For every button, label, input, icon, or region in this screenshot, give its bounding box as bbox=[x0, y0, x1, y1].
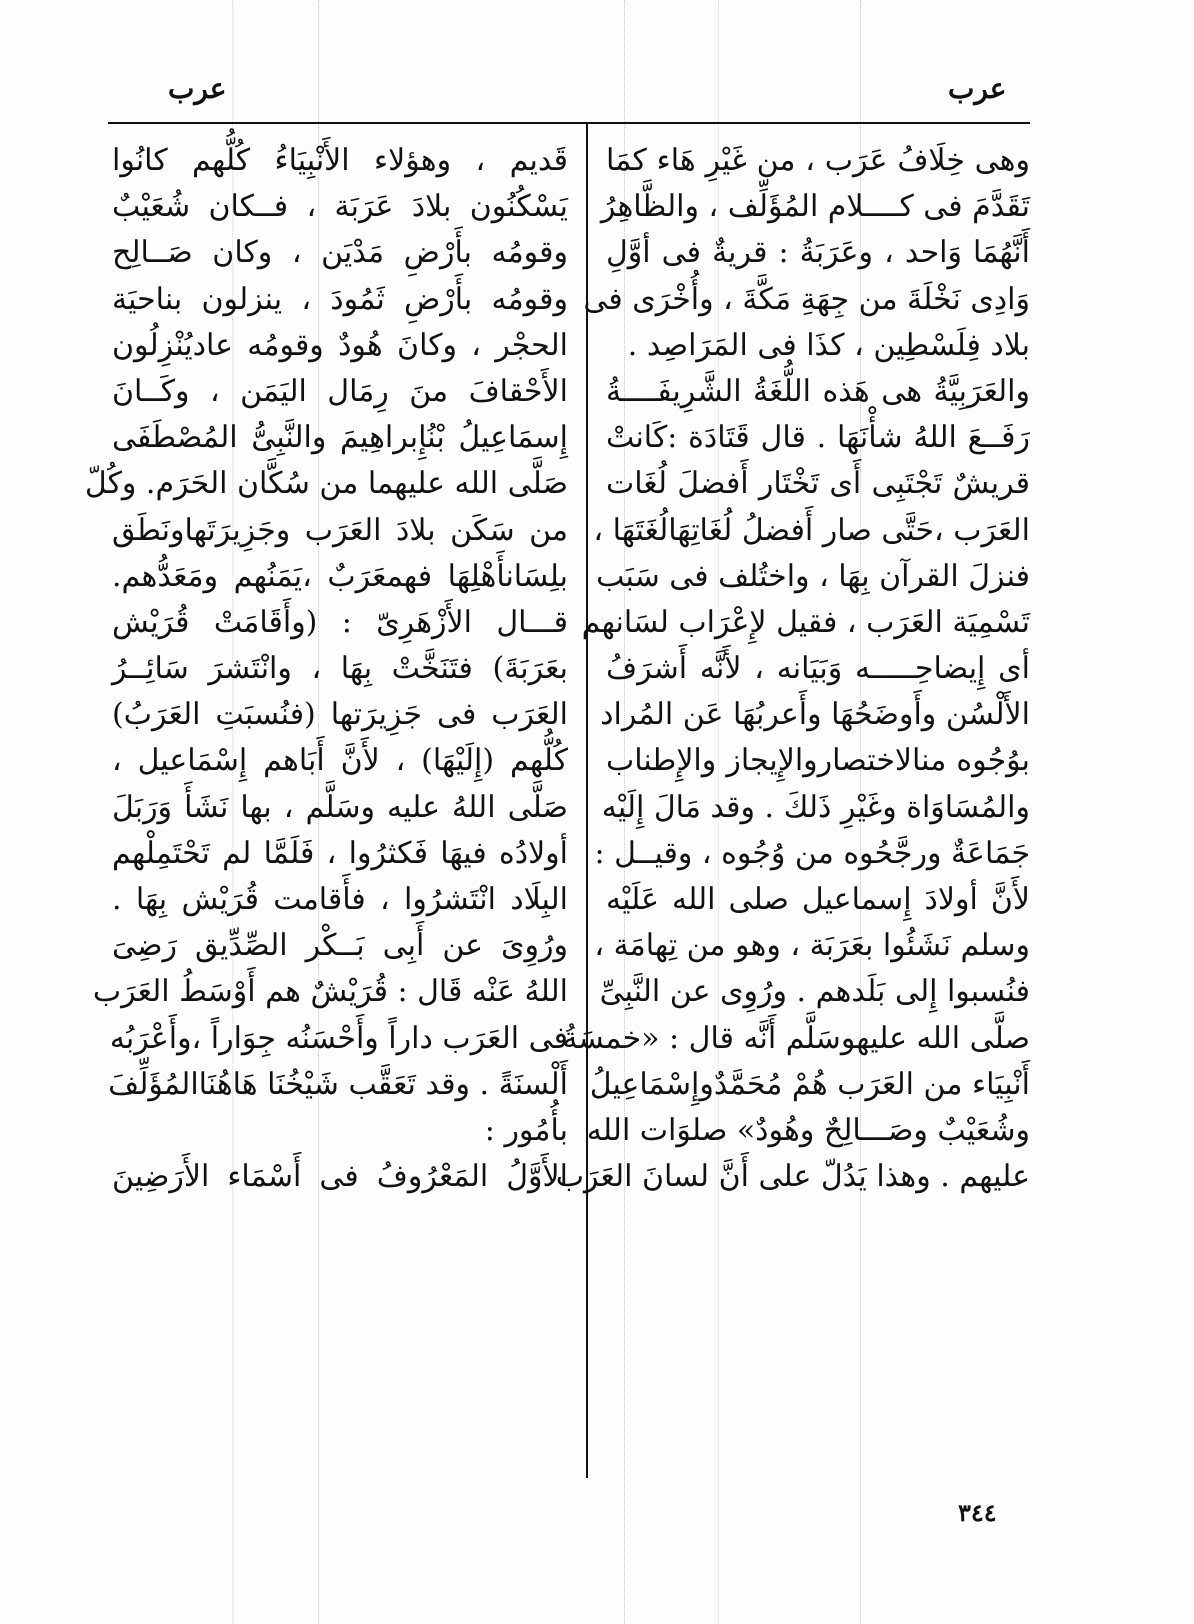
text-line: يَسْكُنُون بلادَ عَرَبَة ، فــكان شُعَيْبٌ bbox=[112, 189, 568, 225]
text-line: أَنْبِيَاء من العَرَب هُمْ مُحَمَّدٌوإِسْمَاعِيلُ bbox=[589, 1066, 1030, 1102]
text-line: قَديم ، وهؤلاء الأَنْبِيَاءُ كُلُّهم كانُوا bbox=[112, 143, 568, 178]
text-line: وَادِى نَخْلَةَ من جِهَةِ مَكَّةَ ، وأُخْرَى فى bbox=[583, 281, 1030, 317]
text-line: والمُسَاوَاة وغَيْرِ ذَلكَ . وقد مَالَ إِلَيْه bbox=[601, 789, 1030, 825]
text-line: الأَحْقافَ منَ رِمَال اليَمَن ، وكَــانَ bbox=[112, 373, 568, 409]
text-line: والعَرَبِيَّةُ هى هَذه اللُّغَةُ الشَّرِيفَــــةُ bbox=[606, 373, 1030, 409]
text-line: صَلَّى اللهُ عليه وسَلَّم ، بها نَشَأَ وَرَبَلَ bbox=[112, 789, 568, 825]
column-divider bbox=[586, 124, 588, 1478]
text-line: أولادُه فيهَا فَكثرُوا ، فَلَمَّا لم تَحْتَمِلْهم bbox=[112, 835, 568, 871]
text-line: أَنَّهُمَا وَاحد ، وعَرَبَةُ : قريةٌ فى أوَّلِ bbox=[606, 235, 1030, 271]
text-line: قـــال الأَزْهَرِىّ : (وأَقَامَتْ قُرَيْش bbox=[112, 604, 568, 640]
text-line: بعَرَبَةَ) فتَنَخَّتْ بِهَا ، وانْتَشرَ سَائِــرُ bbox=[112, 651, 568, 687]
text-line: أى إِيضاحِـــــه وَبَيَانه ، لأَنَّه أَشرَفُ bbox=[606, 651, 1030, 687]
text-line: عليهم . وهذا يَدُلّ على أَنَّ لسانَ العَرَب bbox=[555, 1159, 1030, 1195]
text-line: لأَنَّ أولادَ إِسماعيل صلى الله عَلَيْه bbox=[606, 882, 1030, 917]
text-line: تَسْمِيَة العَرَب ، فقيل لإِعْرَاب لسَانهم bbox=[581, 604, 1030, 640]
text-line: الأَوَّلُ المَعْرُوفُ فى أَسْمَاء الأَرَضِينَ bbox=[112, 1159, 568, 1195]
text-line: الأَلْسُن وأَوضَحُهَا وأَعربُهَا عَن المُراد bbox=[600, 697, 1030, 733]
text-line: وقومُه بأَرْضِ مَدْيَن ، وكان صَــالِح bbox=[112, 235, 568, 271]
text-line: رَفَــعَ اللهُ شأْنَهَا . قال قَتَادَة :كَانتْ bbox=[606, 420, 1030, 456]
text-line: بلِسَانأَهْلِهَا فهمعَرَبٌ ،يَمَنُهم ومَعَدُّهم. bbox=[112, 558, 568, 594]
text-line: فنُسبوا إِلى بَلَدهم . ورُوِى عن النَّبِىِّ bbox=[599, 974, 1030, 1010]
text-line: صَلَّى الله عليهما من سُكَّان الحَرَم. وكُلّ bbox=[84, 466, 568, 502]
text-line: ورُوِىَ عن أَبِى بَــكْر الصِّدِّيق رَضِىَ bbox=[112, 928, 568, 964]
text-line: وشُعَيْبٌ وصَـــالِحٌ وهُودٌ» صلوَات الله bbox=[586, 1112, 1030, 1148]
text-line: كُلُّهم (إِلَيْهَا) ، لأَنَّ أَبَاهم إِسْمَاعيل ، bbox=[112, 743, 568, 779]
text-line: اللهُ عَنْه قَال : قُرَيْشٌ هم أَوْسَطُ العَرَب bbox=[92, 974, 568, 1010]
text-line: إِسمَاعِيلُ بْنُإِبراهِيمَ والنَّبِىُّ المُصْطَفَى bbox=[112, 420, 568, 456]
text-line: بأُمُور : bbox=[484, 1112, 568, 1148]
text-line: العَرَب فى جَزِيرَتها (فنُسبَتِ العَرَبُ) bbox=[112, 697, 568, 733]
text-line: تَقَدَّمَ فى كــــلام المُؤَلِّف ، والظَّاهِرُ bbox=[600, 189, 1030, 225]
text-line: وهى خِلَافُ عَرَب ، من غَيْرِ هَاء كمَا bbox=[606, 143, 1030, 178]
text-line: وسلم نَشَئُوا بعَرَبَة ، وهو من تِهامَة ، bbox=[594, 928, 1030, 964]
text-line: من سَكَن بلادَ العَرَب وجَزِيرَتَهاونَطَق bbox=[112, 512, 568, 548]
text-line: بوُجُوه منالاختصاروالإِيجاز والإِطناب bbox=[606, 743, 1030, 779]
text-line: بلاد فِلَسْطِين ، كذَا فى المَرَاصِد . bbox=[627, 327, 1030, 363]
text-line: جَمَاعَةٌ ورجَّحُوه من وُجُوه ، وقيــل : bbox=[594, 835, 1030, 871]
text-line: وقومُه بأَرْضِ ثَمُودَ ، ينزلون بناحيَة bbox=[112, 281, 568, 317]
text-line: أَلْسنَةً . وقد تَعَقَّب شَيْخُنَا هَاهُنَاالمُؤَلِّفَ bbox=[108, 1066, 568, 1102]
text-line: البِلَاد انْتَشرُوا ، فأَقامت قُرَيْش بِهَا . bbox=[112, 882, 568, 917]
text-line: الحجْر ، وكانَ هُودٌ وقومُه عاديُنْزِلُون bbox=[112, 327, 568, 363]
running-head-left: عرب bbox=[168, 72, 227, 105]
text-line: فنزلَ القرآن بِهَا ، واختُلف فى سَبَب bbox=[596, 558, 1030, 594]
text-line: قريشٌ تَجْتَبِى أَى تَخْتَار أَفضلَ لُغَات bbox=[606, 466, 1030, 502]
text-line: فى العَرَب داراً وأَحْسَنُه جِوَاراً ،وأَعْرَبُه bbox=[109, 1020, 568, 1056]
text-line: العَرَب ،حَتَّى صار أَفضلُ لُغَاتِهَالُغَتَهَا ، bbox=[593, 512, 1030, 548]
text-line: صلَّى الله عليهوسَلَّم أَنَّه قال : «خمسَةُ bbox=[562, 1020, 1030, 1056]
header-rule bbox=[108, 122, 1030, 124]
left-text-column bbox=[84, 138, 568, 1200]
running-head-right: عرب bbox=[948, 72, 1007, 105]
right-text-column bbox=[555, 138, 1030, 1200]
page-number: ٣٤٤ bbox=[958, 1498, 997, 1527]
